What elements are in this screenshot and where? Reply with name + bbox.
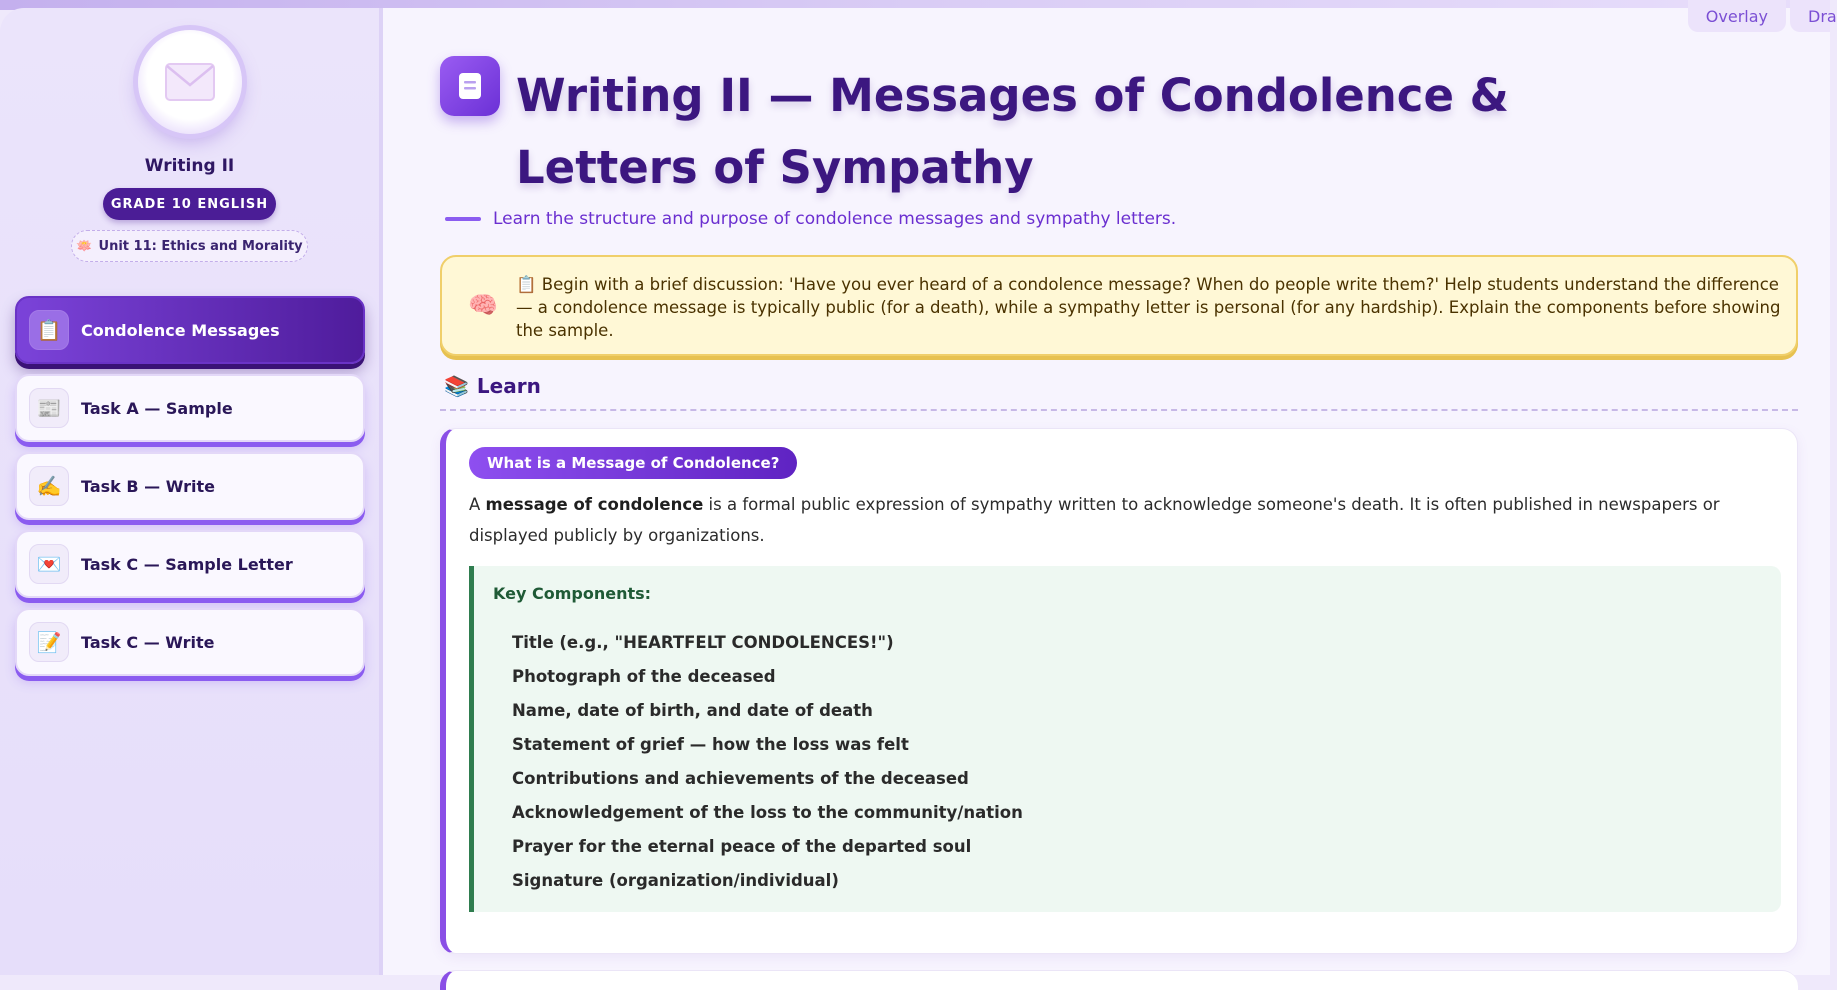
envelope-avatar (138, 30, 242, 134)
list-item: Acknowledgement of the loss to the community/nation (512, 803, 1023, 822)
brain-icon: 🧠 (468, 291, 498, 319)
document-icon (457, 71, 483, 101)
unit-label: Unit 11: Ethics and Morality (98, 238, 303, 254)
sidebar-item-task-c-write[interactable] (15, 608, 365, 676)
learn-card (440, 428, 1798, 954)
sidebar (0, 8, 383, 975)
subtitle-text: Learn the structure and purpose of condolence messages and sympathy letters. (493, 209, 1177, 229)
list-item: Statement of grief — how the loss was felt (512, 735, 909, 754)
envelope-icon (165, 63, 215, 101)
sidebar-item-label: Condolence Messages (81, 320, 280, 340)
lotus-icon: 🪷 (76, 238, 93, 254)
writing-hand-icon: ✍️ (29, 466, 69, 506)
list-item: Prayer for the eternal peace of the departed soul (512, 837, 972, 856)
sidebar-item-task-a[interactable] (15, 374, 365, 442)
page-subtitle (445, 209, 1176, 229)
sidebar-item-condolence-messages[interactable] (15, 296, 365, 364)
grade-badge: GRADE 10 ENGLISH (103, 188, 276, 220)
overlay-button[interactable]: Overlay (1688, 0, 1786, 32)
key-components-heading: Key Components: (493, 584, 652, 603)
sidebar-nav (15, 296, 365, 686)
newspaper-icon: 📰 (29, 388, 69, 428)
card-paragraph (469, 489, 1759, 551)
love-letter-icon: 💌 (29, 544, 69, 584)
corner-toolbar (1688, 0, 1837, 32)
clipboard-icon: 📋 (29, 310, 69, 350)
learn-heading-text: Learn (476, 374, 541, 398)
list-item: Contributions and achievements of the deceased (512, 769, 969, 788)
next-card-edge (440, 970, 1798, 990)
main-content (383, 8, 1830, 975)
sidebar-item-label: Task B — Write (81, 476, 215, 496)
card-heading-pill: What is a Message of Condolence? (469, 447, 797, 479)
key-components-list (512, 626, 1023, 898)
learn-heading (444, 374, 541, 398)
sidebar-item-label: Task C — Sample Letter (81, 554, 293, 574)
page-title-icon (440, 56, 500, 116)
key-components-box (469, 566, 1781, 912)
books-icon: 📚 (444, 374, 469, 398)
para-prefix: A (469, 495, 486, 514)
sidebar-item-task-c-sample[interactable] (15, 530, 365, 598)
list-item: Title (e.g., "HEARTFELT CONDOLENCES!") (512, 633, 894, 652)
sidebar-title: Writing II (144, 156, 235, 176)
para-bold-term: message of condolence (485, 495, 704, 514)
subtitle-accent-bar (445, 217, 481, 221)
list-item: Signature (organization/individual) (512, 871, 839, 890)
unit-badge (71, 230, 308, 262)
list-item: Name, date of birth, and date of death (512, 701, 873, 720)
page-title: Writing II — Messages of Condolence & Letters of Sympathy (516, 69, 1509, 194)
draw-button[interactable]: Dra (1790, 0, 1830, 32)
sidebar-item-task-b[interactable] (15, 452, 365, 520)
teacher-tip-text: 📋 Begin with a brief discussion: 'Have you ever heard of a condolence message? When do people write them?' Help students understand the difference — a condolence message is typically public (for a death), while a sympathy letter is personal (for any hardship). Explain the components before showing the sample. (516, 275, 1781, 340)
section-divider (440, 409, 1798, 411)
memo-icon: 📝 (29, 622, 69, 662)
sidebar-item-label: Task A — Sample (81, 398, 233, 418)
list-item: Photograph of the deceased (512, 667, 776, 686)
teacher-tip-box (440, 255, 1798, 356)
para-rest: is a formal public expression of sympathy written to acknowledge someone's death. It is often published in newspapers or displayed publicly by organizations. (469, 495, 1720, 545)
sidebar-item-label: Task C — Write (81, 632, 215, 652)
